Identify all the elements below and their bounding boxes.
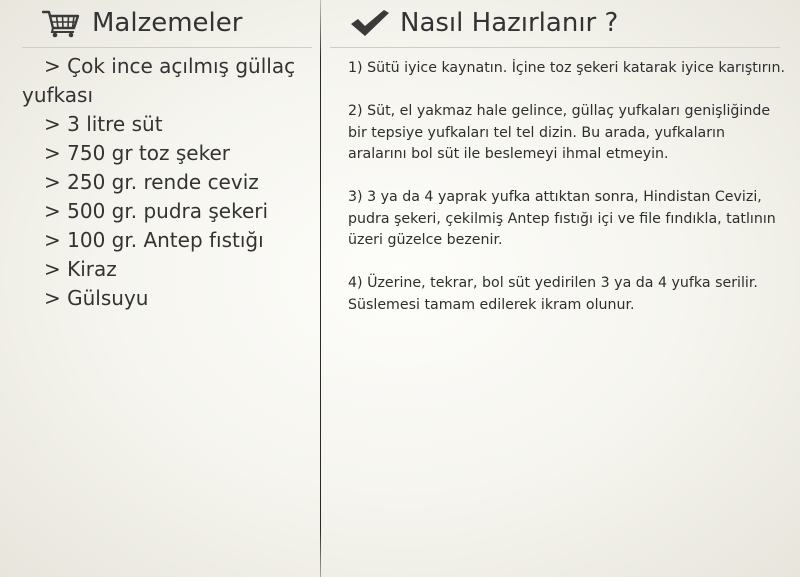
shopping-cart-icon [42, 8, 80, 38]
ingredients-header [42, 8, 242, 38]
instructions-header [350, 8, 618, 38]
ingredient-item: > Çok ince açılmış güllaç yufkası [22, 54, 296, 107]
instruction-step: 3) 3 ya da 4 yaprak yufka attıktan sonra, Hindistan Cevizi, pudra şekeri, çekilmiş Antep fıstığı içi ve file fındıkla, tatlının üzeri güzelce bezenir. [348, 189, 776, 248]
ingredient-item: > Kiraz [44, 257, 117, 281]
ingredient-item: > 750 gr toz şeker [44, 141, 230, 165]
instructions-title: Nasıl Hazırlanır ? [400, 8, 619, 38]
instructions-steps [348, 58, 788, 338]
ingredient-item: > 500 gr. pudra şekeri [44, 199, 269, 223]
checkmark-icon [350, 9, 390, 37]
ingredient-item: > 100 gr. Antep fıstığı [44, 228, 264, 252]
ingredients-header-rule [22, 47, 312, 48]
column-divider [320, 0, 321, 577]
ingredient-item: > 250 gr. rende ceviz [44, 170, 259, 194]
ingredient-item: > 3 litre süt [44, 112, 163, 136]
instructions-header-rule [330, 47, 780, 48]
instruction-step: 4) Üzerine, tekrar, bol süt yedirilen 3 ya da 4 yufka serilir. Süslemesi tamam edilerek ikram olunur. [348, 275, 758, 313]
ingredients-title: Malzemeler [92, 8, 243, 38]
instruction-step: 2) Süt, el yakmaz hale gelince, güllaç yufkaları genişliğinde bir tepsiye yufkaları tel tel dizin. Bu arada, yufkaların aralarını bol süt ile beslemeyi ihmal etmeyin. [348, 103, 771, 162]
instruction-step: 1) Sütü iyice kaynatın. İçine toz şekeri katarak iyice karıştırın. [348, 60, 786, 76]
ingredient-item: > Gülsuyu [44, 286, 149, 310]
ingredients-list [22, 52, 314, 313]
